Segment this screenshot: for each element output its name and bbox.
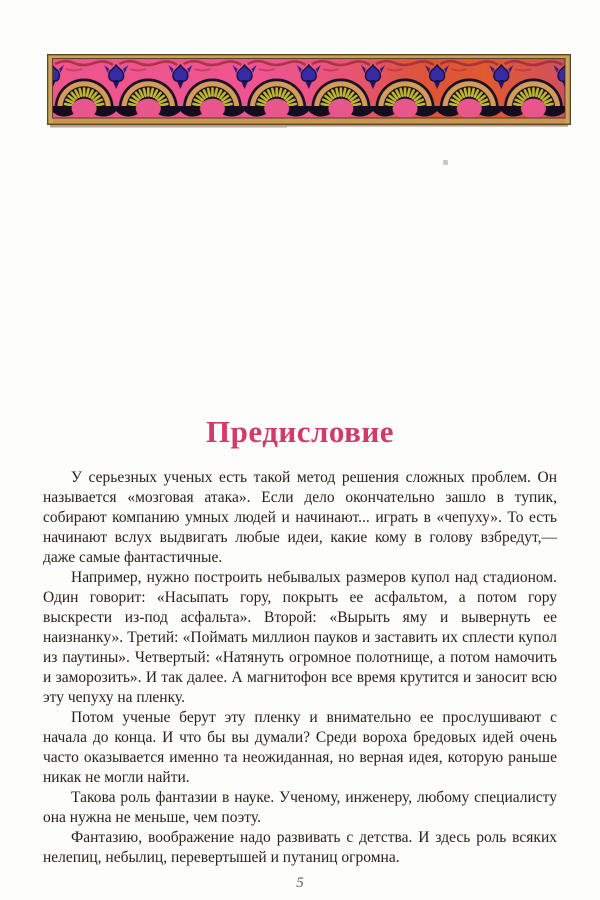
scan-speck	[443, 160, 448, 165]
paragraph-dome-example: Например, нужно построить небывалых размеров купол над стадионом. Один говорит: «Насыпать гору, покрыть ее асфальтом, а потом гору выскрести из-под асфальта». Второй: «Вырыть яму и вывернуть ее наизнанку». Третий: «Поймать миллион пауков и заставить их сплести купол из паутины». Четвертый: «Натянуть огромное полотнище, а потом намочить и заморозить». И так далее. А магнитофон все время крутится и заносит всю эту чепуху на пленку.	[43, 569, 557, 706]
paragraph-role-of-fantasy: Такова роль фантазии в науке. Ученому, инженеру, любому специалисту она нужна не меньше, чем поэту.	[43, 789, 557, 826]
folk-ornament-graphic	[47, 54, 571, 129]
ornamental-header-band	[47, 54, 571, 129]
paragraph-brainstorm-method: У серьезных ученых есть такой метод решения сложных проблем. Он называется «мозговая атака». Если дело окончательно зашло в тупик, собирают компанию умных людей и начинают... играть в «чепуху». То есть начинают вслух выдвигать любые идеи, какие кому в голову взбредут,— даже самые фантастичные.	[43, 469, 557, 566]
paragraph-tape-review: Потом ученые берут эту пленку и внимательно ее прослушивают с начала до конца. И что бы вы думали? Среди вороха бредовых идей очень часто оказывается именно та неожиданная, но верная идея, которую раньше никак не могли найти.	[43, 709, 557, 786]
preface-text-block	[43, 468, 557, 892]
page-title: Предисловие	[206, 414, 394, 449]
page-number: 5	[296, 875, 304, 891]
paragraph-develop-imagination: Фантазию, воображение надо развивать с детства. И здесь роль всяких нелепиц, небылиц, перевертышей и путаниц огромна.	[43, 829, 557, 866]
